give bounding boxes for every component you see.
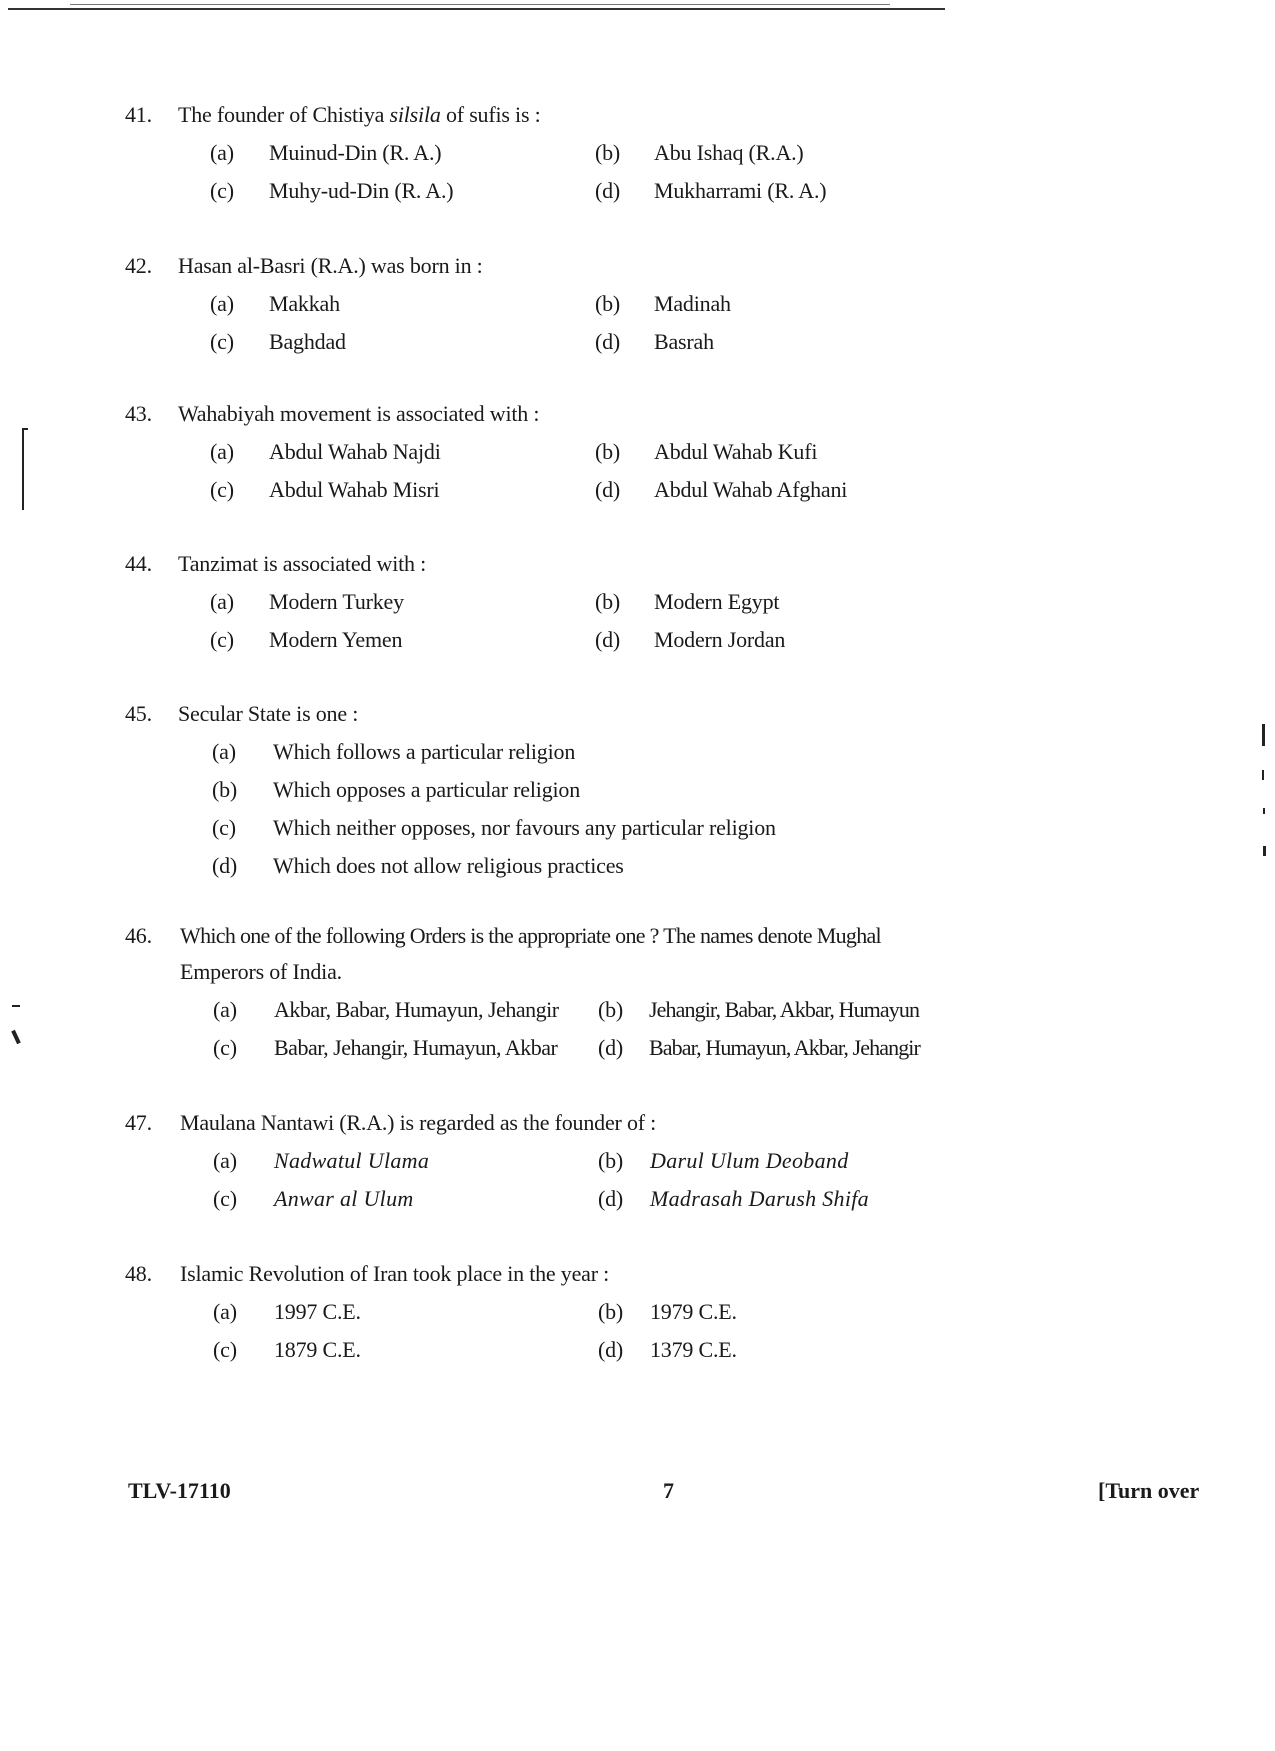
option-label: (c) [210,477,234,502]
option-text: Madrasah Darush Shifa [650,1186,869,1211]
question-text-line: Which one of the following Orders is the appropriate one ? The names denote Mughal [180,923,881,948]
option-row [125,173,965,211]
exam-code: TLV-17110 [128,1478,231,1503]
option-text: Modern Egypt [654,589,780,614]
question-text [125,1256,965,1292]
question-47 [125,1105,965,1219]
option-row [125,810,965,848]
question-text-part: Tanzimat is associated with : [178,551,427,576]
question-text [125,696,965,732]
option-label: (c) [213,1186,237,1211]
question-44 [125,546,965,660]
option-text: Jehangir, Babar, Akbar, Humayun [649,997,920,1022]
option-label: (b) [598,1148,624,1173]
question-43 [125,396,965,510]
option-text: Which does not allow religious practices [273,853,624,878]
question-41 [125,97,965,211]
margin-mark [22,428,28,430]
option-text: Abu Ishaq (R.A.) [654,140,804,165]
option-row [125,1143,965,1181]
option-row [125,1181,965,1219]
question-text [125,918,965,990]
question-text-part: Wahabiyah movement is associated with : [178,401,540,426]
option-text: Which opposes a particular religion [273,777,581,802]
option-text: Mukharrami (R. A.) [654,178,827,203]
option-label: (d) [598,1186,624,1211]
question-text-part: of sufis is : [440,102,541,127]
option-label: (a) [213,997,237,1022]
question-number: 48. [125,1261,152,1286]
option-text: Basrah [654,329,714,354]
top-rule [8,8,945,10]
option-text: 1379 C.E. [650,1337,737,1362]
question-number: 46. [125,923,152,948]
option-label: (a) [212,739,236,764]
option-label: (b) [595,439,621,464]
question-number: 44. [125,551,152,576]
option-text: Abdul Wahab Najdi [269,439,441,464]
option-text: Abdul Wahab Misri [269,477,440,502]
option-row [125,734,965,772]
question-text-part: Islamic Revolution of Iran took place in the year : [180,1261,610,1286]
option-text: 1979 C.E. [650,1299,737,1324]
option-label: (c) [213,1337,237,1362]
option-row [125,772,965,810]
turn-over-label: [Turn over [1098,1478,1200,1503]
option-text: Akbar, Babar, Humayun, Jehangir [274,997,559,1022]
option-row [125,1332,965,1370]
question-text-line: Emperors of India. [180,959,342,984]
option-label: (a) [210,439,234,464]
option-text: 1879 C.E. [274,1337,361,1362]
question-text [125,248,965,284]
option-label: (a) [213,1148,237,1173]
page-number: 7 [663,1478,674,1503]
option-label: (c) [210,178,234,203]
option-text: 1997 C.E. [274,1299,361,1324]
question-text-part: Maulana Nantawi (R.A.) is regarded as the founder of : [180,1110,657,1135]
question-text-part: Secular State is one : [178,701,359,726]
option-text: Which neither opposes, nor favours any particular religion [273,815,776,840]
question-number: 45. [125,701,152,726]
option-row [125,286,965,324]
option-text: Anwar al Ulum [274,1186,414,1211]
option-row [125,434,965,472]
question-48 [125,1256,965,1370]
option-text: Abdul Wahab Kufi [654,439,818,464]
option-label: (c) [210,329,234,354]
option-text: Baghdad [269,329,346,354]
option-text: Modern Jordan [654,627,786,652]
option-text: Madinah [654,291,731,316]
option-text: Which follows a particular religion [273,739,576,764]
option-label: (c) [213,1035,237,1060]
option-label: (d) [595,178,621,203]
option-text: Makkah [269,291,340,316]
option-row [125,584,965,622]
option-text: Darul Ulum Deoband [650,1148,849,1173]
question-number: 41. [125,102,152,127]
option-row [125,622,965,660]
option-label: (a) [213,1299,237,1324]
option-row [125,135,965,173]
question-number: 42. [125,253,152,278]
option-text: Muinud-Din (R. A.) [269,140,442,165]
question-text-part: The founder of Chistiya [178,102,390,127]
option-label: (b) [595,589,621,614]
option-label: (d) [595,477,621,502]
option-label: (a) [210,589,234,614]
margin-mark [12,1005,20,1007]
margin-mark [1263,846,1266,856]
option-row [125,848,965,886]
question-text [125,396,965,432]
option-label: (b) [595,140,621,165]
option-text: Modern Turkey [269,589,404,614]
question-number: 47. [125,1110,152,1135]
option-label: (d) [212,853,238,878]
top-rule-thin [70,4,890,5]
option-label: (a) [210,140,234,165]
question-46 [125,918,965,1068]
option-row [125,472,965,510]
question-42 [125,248,965,362]
option-label: (b) [598,997,624,1022]
option-label: (d) [598,1337,624,1362]
option-text: Nadwatul Ulama [274,1148,430,1173]
margin-mark [1262,770,1264,780]
option-row [125,1030,965,1068]
margin-mark [22,430,24,510]
option-label: (d) [595,627,621,652]
option-row [125,992,965,1030]
question-number: 43. [125,401,152,426]
option-label: (c) [210,627,234,652]
option-text: Modern Yemen [269,627,403,652]
option-label: (d) [598,1035,624,1060]
option-row [125,324,965,362]
question-text [125,97,965,133]
option-label: (d) [595,329,621,354]
question-45 [125,696,965,886]
option-text: Babar, Humayun, Akbar, Jehangir [649,1035,920,1060]
option-label: (b) [598,1299,624,1324]
question-text-italic: silsila [389,102,441,127]
margin-mark [1262,724,1265,746]
option-label: (b) [595,291,621,316]
option-text: Abdul Wahab Afghani [654,477,848,502]
question-text-part: Hasan al-Basri (R.A.) was born in : [178,253,483,278]
option-text: Muhy-ud-Din (R. A.) [269,178,454,203]
margin-mark [1263,808,1265,814]
option-label: (a) [210,291,234,316]
margin-mark [11,1030,21,1044]
question-text [125,1105,965,1141]
option-label: (b) [212,777,238,802]
question-text [125,546,965,582]
option-text: Babar, Jehangir, Humayun, Akbar [274,1035,558,1060]
option-label: (c) [212,815,236,840]
option-row [125,1294,965,1332]
